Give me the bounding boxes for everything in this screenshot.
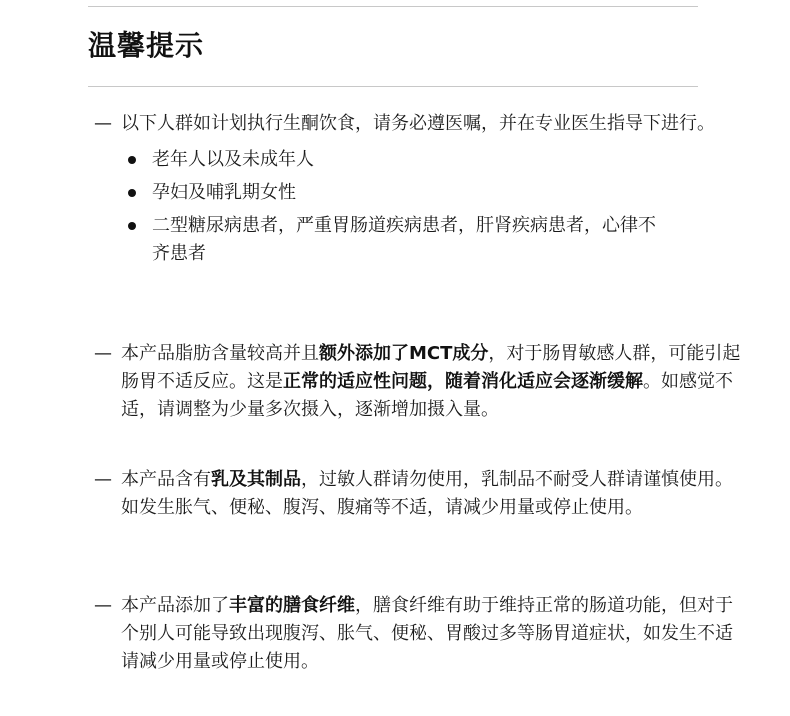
notice-text: 本产品含有 [121,469,211,490]
bullet-icon [128,222,136,230]
title-divider [88,86,698,87]
highlight-text: 额外添加了MCT成分 [319,343,489,364]
bullet-icon [128,156,136,164]
notice-text: 以下人群如计划执行生酮饮食，请务必遵医嘱，并在专业医生指导下进行。 [121,113,715,134]
list-item [94,179,672,207]
notice-text: 本产品脂肪含量较高并且 [121,343,319,364]
highlight-text: 正常的适应性问题，随着消化适应会逐渐缓解 [283,371,643,392]
notice-text: ，膳食纤维有助于维持正常的肠道功能，但对于个别人可能导致出现腹泻、胀气、便秘、胃酸过多等肠胃道症状，如发生不适请减少用量或停止使用。 [121,595,733,672]
notice-section-2 [94,340,744,424]
notice-section-4 [94,592,744,676]
highlight-text: 乳及其制品 [211,469,301,490]
notice-section-3 [94,466,744,522]
list-item [94,146,672,174]
list-item-text: 二型糖尿病患者，严重胃肠道疾病患者，肝肾疾病患者，心律不齐患者 [152,215,656,264]
notice-paragraph-2 [94,340,744,424]
page-title: 温馨提示 [88,29,205,62]
notice-text: 本产品添加了 [121,595,229,616]
dash-marker: — [94,343,112,364]
list-item-text: 孕妇及哺乳期女性 [152,182,296,203]
notice-paragraph-1 [94,110,744,138]
list-item-text: 老年人以及未成年人 [152,149,314,170]
dash-marker: — [94,595,112,616]
notice-paragraph-4 [94,592,744,676]
notice-text: ，过敏人群请勿使用，乳制品不耐受人群请谨慎使用。如发生胀气、便秘、腹泻、腹痛等不适，请减少用量或停止使用。 [121,469,733,518]
bullet-icon [128,189,136,197]
notice-text: ，对于肠胃敏感人群，可能引起肠胃不适反应。这是 [121,343,741,392]
notice-text: 。如感觉不适，请调整为少量多次摄入，逐渐增加摄入量。 [121,371,733,420]
list-item [94,212,672,268]
highlight-text: 丰富的膳食纤维 [229,595,355,616]
notice-section-1 [94,110,744,273]
at-risk-group-list [94,146,744,268]
top-divider [88,6,698,7]
dash-marker: — [94,113,112,134]
notice-paragraph-3 [94,466,744,522]
dash-marker: — [94,469,112,490]
